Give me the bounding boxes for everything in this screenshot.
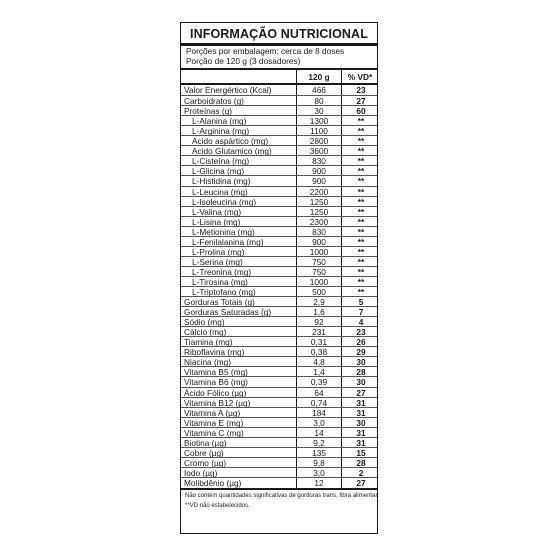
nutrient-quantity: 0,74 <box>310 397 328 408</box>
nutrient-daily-value: ** <box>357 146 365 157</box>
nutrient-quantity: 14 <box>314 427 324 438</box>
nutrient-quantity: 1100 <box>310 126 328 137</box>
table-row <box>181 477 377 487</box>
nutrient-quantity: 2200 <box>309 186 329 197</box>
table-row <box>181 326 377 336</box>
nutrient-quantity: 4,8 <box>313 357 325 368</box>
nutrient-name: L-Treonina (mg) <box>192 266 252 277</box>
nutrient-quantity: 12 <box>314 477 324 488</box>
nutrient-quantity: 1250 <box>309 206 329 217</box>
nutrient-daily-value: 29 <box>356 347 366 358</box>
nutrient-name: L-Leucina (mg) <box>192 186 248 197</box>
nutrient-daily-value: 30 <box>356 417 366 428</box>
qty-column-header: 120 g <box>308 72 330 82</box>
nutrient-quantity: 3,0 <box>313 417 325 428</box>
nutrient-daily-value: ** <box>357 186 365 197</box>
nutrient-name: Valor Energértico (Kcal) <box>184 85 272 95</box>
nutrient-name: L-Cisteína (mg) <box>192 156 250 167</box>
table-row <box>181 196 377 206</box>
nutrient-name: L-Metionina (mg) <box>192 226 255 237</box>
nutrient-name: Riboflavina (mg) <box>184 347 245 358</box>
table-row <box>181 115 377 125</box>
table-row <box>181 427 377 437</box>
nutrient-quantity: 1300 <box>309 116 329 127</box>
nutrient-name: Vitamina E (mg) <box>184 417 244 428</box>
nutrient-quantity: 80 <box>314 96 324 107</box>
nutrient-daily-value: 27 <box>356 477 366 488</box>
table-row <box>181 336 377 346</box>
nutrient-daily-value: ** <box>357 266 365 277</box>
nutrition-facts-panel <box>180 22 378 534</box>
footnote-vd: **VD não estabelecidos. <box>185 503 250 509</box>
nutrient-name: Iodo (µg) <box>184 467 218 478</box>
nutrient-quantity: 0,31 <box>310 337 328 348</box>
nutrient-daily-value: 31 <box>356 397 366 408</box>
nutrient-daily-value: 4 <box>358 317 364 328</box>
table-row <box>181 316 377 326</box>
nutrient-quantity: 3,0 <box>313 467 325 478</box>
nutrient-daily-value: ** <box>357 116 365 127</box>
nutrient-daily-value: ** <box>357 156 365 167</box>
nutrient-daily-value: 30 <box>356 357 366 368</box>
table-row <box>181 105 377 115</box>
table-row <box>181 276 377 286</box>
nutrient-name: Acido aspártico (mg) <box>192 136 269 147</box>
nutrient-quantity: 1250 <box>309 196 329 207</box>
nutrient-quantity: 231 <box>312 327 326 338</box>
nutrient-name: Sódio (mg) <box>184 317 225 328</box>
nutrient-name: L-Glicina (mg) <box>192 166 245 177</box>
table-row <box>181 85 377 95</box>
table-row <box>181 457 377 467</box>
table-row <box>181 266 377 276</box>
servings-per-package: Porções por embalagem: cerca de 8 doses <box>186 46 345 56</box>
nutrient-quantity: 2800 <box>309 136 329 147</box>
table-row <box>181 125 377 135</box>
nutrient-quantity: 0,38 <box>310 347 328 358</box>
table-row <box>181 296 377 306</box>
nutrient-name: L-Alanina (mg) <box>192 116 247 127</box>
nutrient-quantity: 1,4 <box>313 367 325 378</box>
table-row <box>181 366 377 376</box>
table-row <box>181 95 377 105</box>
nutrient-quantity: 1,6 <box>313 307 325 318</box>
nutrient-daily-value: 30 <box>356 377 366 388</box>
nutrient-name: Cálcio (mg) <box>184 327 227 338</box>
nutrient-name: Proteínas (g) <box>184 106 232 117</box>
table-row <box>181 356 377 366</box>
nutrient-quantity: 135 <box>312 447 326 458</box>
nutrient-name: L-Isoleucina (mg) <box>192 196 257 207</box>
nutrient-daily-value: ** <box>357 176 365 187</box>
nutrient-quantity: 500 <box>312 287 326 297</box>
table-row <box>181 397 377 407</box>
table-row <box>181 226 377 236</box>
serving-size: Porção de 120 g (3 dosadores) <box>186 56 301 66</box>
nutrient-quantity: 0,39 <box>310 377 328 388</box>
nutrient-name: L-Lisina (mg) <box>192 216 241 227</box>
nutrient-name: Molibdênio (µg) <box>184 477 242 488</box>
nutrient-quantity: 900 <box>312 166 326 177</box>
nutrient-name: Gorduras Totais (g) <box>184 297 255 308</box>
nutrient-daily-value: ** <box>357 126 365 137</box>
nutrient-daily-value: ** <box>357 216 365 227</box>
table-row <box>181 155 377 165</box>
nutrient-daily-value: 23 <box>356 85 366 95</box>
nutrient-quantity: 1000 <box>309 246 329 257</box>
nutrient-daily-value: 26 <box>356 337 366 348</box>
nutrient-daily-value: ** <box>357 136 365 147</box>
nutrient-daily-value: ** <box>357 287 365 297</box>
nutrient-daily-value: ** <box>357 226 365 237</box>
nutrient-quantity: 2,9 <box>313 297 325 308</box>
panel-title: INFORMAÇÃO NUTRICIONAL <box>190 27 368 41</box>
nutrient-name: Cromo (µg) <box>184 457 227 468</box>
nutrient-daily-value: ** <box>357 276 365 287</box>
nutrient-name: Vitamina B5 (mg) <box>184 367 248 378</box>
portion-divider <box>181 68 377 70</box>
nutrient-daily-value: 2 <box>358 467 364 478</box>
nutrient-name: L-Tirosina (mg) <box>192 276 248 287</box>
nutrient-quantity: 9,8 <box>313 457 325 468</box>
nutrient-name: L-Triptofano (mg) <box>192 287 256 297</box>
nutrient-daily-value: 31 <box>356 427 366 438</box>
nutrient-name: Vitamina C (mg) <box>184 427 244 438</box>
nutrient-quantity: 64 <box>314 387 324 398</box>
table-row <box>181 447 377 457</box>
table-row <box>181 206 377 216</box>
nutrient-quantity: 2300 <box>309 216 329 227</box>
table-row <box>181 417 377 427</box>
nutrient-daily-value: ** <box>357 236 365 247</box>
nutrient-daily-value: 28 <box>356 457 366 468</box>
nutrient-quantity: 750 <box>312 256 326 267</box>
nutrient-daily-value: ** <box>357 246 365 257</box>
table-row <box>181 216 377 226</box>
nutrient-quantity: 92 <box>314 317 324 328</box>
table-bottom-rule <box>181 488 377 490</box>
nutrient-name: Carboidratos (g) <box>184 96 244 107</box>
table-row <box>181 346 377 356</box>
nutrient-daily-value: 27 <box>356 387 366 398</box>
nutrient-quantity: 3600 <box>309 146 329 157</box>
nutrient-quantity: 184 <box>312 407 326 418</box>
nutrient-name: Vitamina B6 (mg) <box>184 377 248 388</box>
nutrient-quantity: 750 <box>312 266 326 277</box>
nutrient-daily-value: ** <box>357 256 365 267</box>
nutrient-quantity: 830 <box>312 226 326 237</box>
table-row <box>181 246 377 256</box>
nutrient-name: Biotina (µg) <box>184 437 227 448</box>
table-row <box>181 286 377 296</box>
nutrient-daily-value: ** <box>357 166 365 177</box>
nutrient-daily-value: 31 <box>356 437 366 448</box>
nutrient-quantity: 900 <box>312 236 326 247</box>
table-row <box>181 437 377 447</box>
table-row <box>181 165 377 175</box>
nutrient-daily-value: 27 <box>356 96 366 107</box>
table-row <box>181 236 377 246</box>
table-row <box>181 387 377 397</box>
nutrient-name: L-Histidina (mg) <box>192 176 251 187</box>
nutrient-name: L-Arginina (mg) <box>192 126 250 137</box>
vd-column-header: % VD* <box>347 72 373 82</box>
nutrient-name: Cobre (µg) <box>184 447 224 458</box>
nutrient-name: Vitamina A (µg) <box>184 407 241 418</box>
table-row <box>181 175 377 185</box>
nutrient-quantity: 1000 <box>309 276 329 287</box>
nutrient-quantity: 9,2 <box>313 437 325 448</box>
table-row <box>181 407 377 417</box>
table-row <box>181 376 377 386</box>
nutrient-daily-value: 7 <box>358 307 364 318</box>
nutrient-daily-value: 15 <box>356 447 366 458</box>
nutrient-quantity: 30 <box>314 106 324 117</box>
nutrient-name: Tiamina (mg) <box>184 337 233 348</box>
nutrient-name: Vitamina B12 (µg) <box>184 397 251 408</box>
nutrient-quantity: 830 <box>312 156 326 167</box>
table-row <box>181 186 377 196</box>
footnote-trans-fat: Não contém quantidades significativas de gorduras trans, fibra alimentar. <box>185 493 379 499</box>
table-row <box>181 145 377 155</box>
nutrient-daily-value: 28 <box>356 367 366 378</box>
nutrient-quantity: 900 <box>312 176 326 187</box>
nutrient-daily-value: ** <box>357 206 365 217</box>
nutrient-daily-value: 23 <box>356 327 366 338</box>
nutrient-name: Ácido Fólico (µg) <box>184 387 247 398</box>
table-row <box>181 135 377 145</box>
table-row <box>181 306 377 316</box>
nutrient-name: L-Valina (mg) <box>192 206 242 217</box>
nutrient-name: Niacina (mg) <box>184 357 232 368</box>
table-row <box>181 467 377 477</box>
table-row <box>181 256 377 266</box>
nutrient-daily-value: ** <box>357 196 365 207</box>
nutrient-name: L-Fenilalanina (mg) <box>192 236 264 247</box>
nutrient-name: Acido Glutamico (mg) <box>192 146 272 157</box>
nutrient-name: Gorduras Saturadas (g) <box>184 307 272 318</box>
nutrient-daily-value: 5 <box>358 297 364 308</box>
nutrient-daily-value: 31 <box>356 407 366 418</box>
nutrient-name: L-Prolina (mg) <box>192 246 245 257</box>
nutrient-quantity: 466 <box>312 85 326 95</box>
nutrient-daily-value: 60 <box>356 106 366 117</box>
nutrient-name: L-Serina (mg) <box>192 256 243 267</box>
